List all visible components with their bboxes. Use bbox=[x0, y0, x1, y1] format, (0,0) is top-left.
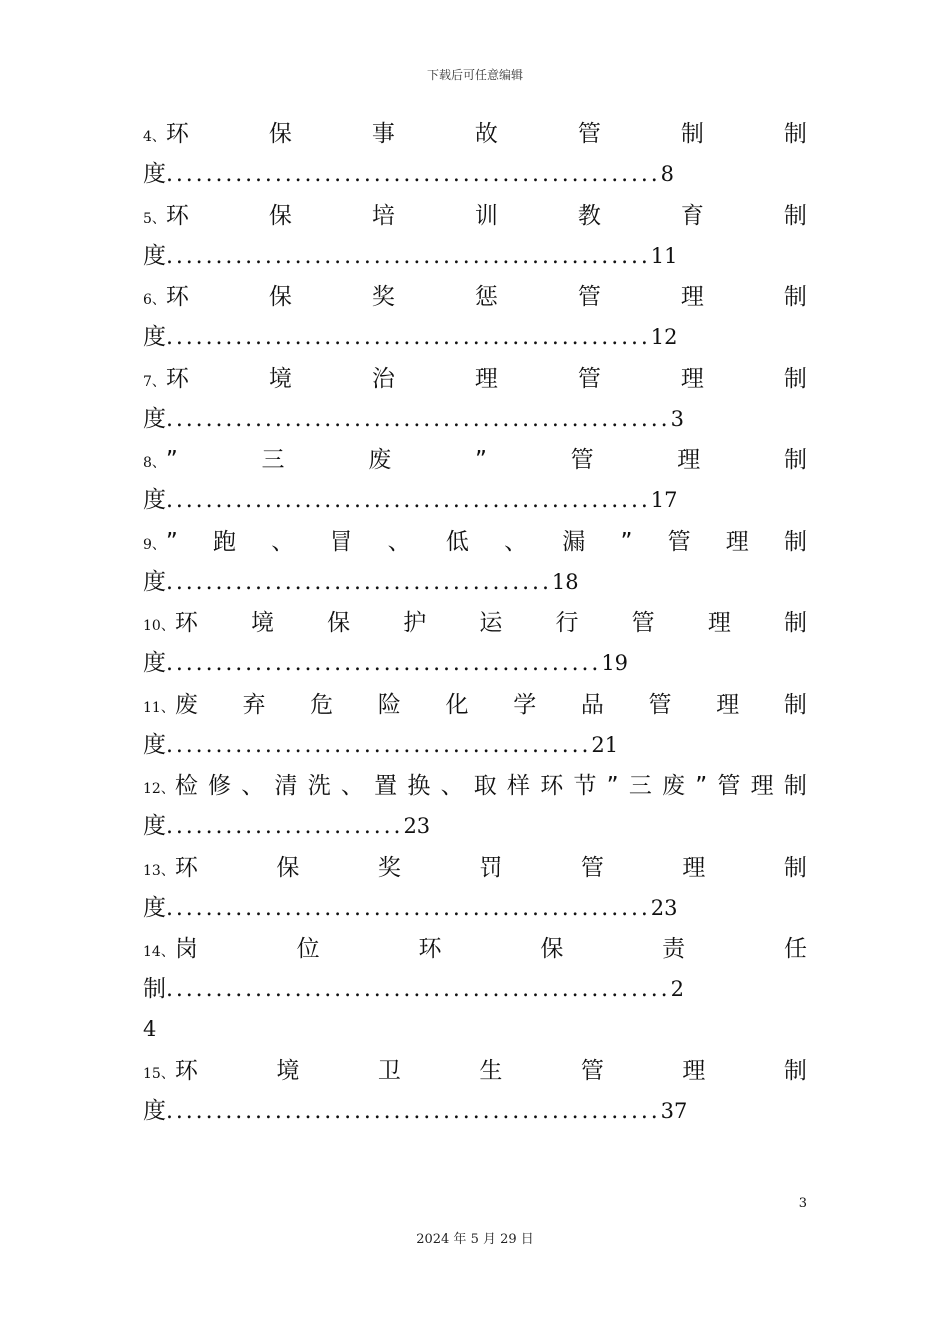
toc-entry-number: 5、 bbox=[143, 210, 166, 227]
toc-leader-dots: ................................................. bbox=[166, 895, 651, 921]
toc-entry-number: 6、 bbox=[143, 292, 166, 308]
toc-entry-leader-line bbox=[143, 236, 807, 276]
toc-entry-char: 三 bbox=[628, 773, 652, 799]
toc-entry-char: 理 bbox=[707, 610, 731, 636]
toc-entry-char: 节 bbox=[573, 773, 597, 799]
toc-entry-char: 治 bbox=[371, 365, 395, 392]
toc-entry-char: 境 bbox=[276, 1058, 300, 1084]
toc-entry-last-char: 制 bbox=[143, 976, 166, 1002]
toc-entry-title bbox=[143, 196, 807, 236]
toc-entry-char: 管 bbox=[631, 610, 655, 636]
toc-leader-dots: ................................................... bbox=[166, 406, 671, 432]
toc-entry-char: 奖 bbox=[377, 854, 401, 881]
toc-entry-char: 故 bbox=[474, 121, 498, 147]
toc-entry-number: 10、 bbox=[143, 618, 175, 634]
toc-entry-char: 低 bbox=[445, 528, 469, 555]
toc-entry[interactable] bbox=[143, 196, 807, 278]
toc-entry-char: 理 bbox=[677, 447, 701, 473]
toc-entry-last-char: 度 bbox=[143, 324, 166, 350]
toc-entry-char: 管 bbox=[580, 1058, 604, 1084]
toc-entry-title bbox=[143, 277, 807, 317]
toc-leader-dots: ........................ bbox=[166, 814, 404, 839]
toc-entry-char: 废 bbox=[368, 447, 392, 473]
toc-entry-char: 制 bbox=[783, 610, 807, 636]
toc-entry-char: 训 bbox=[474, 202, 498, 229]
toc-entry-char: 理 bbox=[682, 854, 706, 881]
toc-entry[interactable] bbox=[143, 766, 807, 848]
toc-page-number: 18 bbox=[551, 569, 579, 594]
toc-entry-title bbox=[143, 685, 807, 725]
toc-entry-leader-line bbox=[143, 399, 807, 439]
toc-entry-lead bbox=[143, 685, 198, 728]
toc-entry-char: ” bbox=[165, 447, 178, 473]
toc-entry-char: 管 bbox=[577, 121, 601, 147]
toc-entry-char: 管 bbox=[570, 447, 594, 473]
toc-entry-char: 培 bbox=[371, 202, 395, 229]
toc-page-number: 11 bbox=[650, 243, 678, 268]
toc-entry-number: 4、 bbox=[143, 129, 166, 145]
toc-entry-char: 、 bbox=[271, 528, 295, 555]
toc-entry-char: 环 bbox=[174, 854, 198, 881]
toc-entry[interactable] bbox=[143, 685, 807, 767]
toc-entry-leader-line bbox=[143, 562, 807, 602]
toc-entry-char: ” bbox=[695, 773, 708, 799]
toc-entry-char: 理 bbox=[682, 1058, 706, 1084]
page-header: 下载后可任意编辑 bbox=[426, 68, 523, 82]
footer-date: 2024 年 5 月 29 日 bbox=[416, 1232, 534, 1247]
toc-entry-char: 制 bbox=[783, 365, 807, 392]
toc-entry-char: 学 bbox=[513, 691, 537, 718]
toc-entry-title bbox=[143, 359, 807, 399]
toc-entry-lead bbox=[143, 603, 198, 646]
toc-entry-char: 危 bbox=[310, 691, 334, 718]
toc-leader-dots: .................................................. bbox=[166, 162, 661, 187]
toc-page-number: 17 bbox=[650, 488, 678, 512]
toc-entry-char: 制 bbox=[783, 202, 807, 229]
toc-entry-char: 境 bbox=[250, 610, 274, 636]
toc-entry-char: 境 bbox=[268, 365, 292, 392]
toc-entry-last-char: 度 bbox=[143, 813, 166, 839]
toc-entry-title bbox=[143, 440, 807, 480]
toc-entry-char: 理 bbox=[474, 365, 498, 392]
toc-entry-char: 事 bbox=[371, 121, 395, 147]
toc-entry-leader-line bbox=[143, 154, 807, 194]
toc-entry-char: 理 bbox=[680, 284, 704, 310]
toc-entry-number: 7、 bbox=[143, 373, 166, 390]
toc-entry-number: 8、 bbox=[143, 455, 166, 471]
toc-entry[interactable] bbox=[143, 522, 807, 604]
toc-entry-char: 样 bbox=[507, 773, 531, 799]
toc-entry[interactable] bbox=[143, 1051, 807, 1133]
toc-entry-lead bbox=[143, 359, 189, 402]
toc-entry-char: 管 bbox=[667, 528, 691, 555]
toc-entry-leader-line bbox=[143, 317, 807, 357]
toc-entry-char: 废 bbox=[662, 773, 686, 799]
toc-leader-dots: ................................................. bbox=[166, 243, 651, 269]
toc-entry-char: 环 bbox=[165, 365, 189, 392]
toc-entry-char: 三 bbox=[261, 447, 285, 473]
toc-entry-lead bbox=[143, 196, 189, 239]
toc-entry-char: 奖 bbox=[371, 284, 395, 310]
toc-entry-title bbox=[143, 1051, 807, 1091]
toc-leader-dots: ........................................... bbox=[166, 732, 592, 758]
toc-entry-char: 惩 bbox=[474, 284, 498, 310]
toc-entry-char: 、 bbox=[241, 773, 265, 799]
toc-entry-char: 制 bbox=[783, 1058, 807, 1084]
toc-entry-last-char: 度 bbox=[143, 568, 166, 595]
toc-entry-char: 弃 bbox=[242, 691, 266, 718]
toc-entry[interactable] bbox=[143, 114, 807, 196]
toc-entry-title bbox=[143, 848, 807, 888]
toc-entry-lead bbox=[143, 114, 189, 157]
toc-entry-title bbox=[143, 603, 807, 643]
toc-entry-char: 环 bbox=[174, 1058, 198, 1084]
toc-entry-char: 理 bbox=[680, 365, 704, 392]
toc-entry-char: 环 bbox=[418, 936, 442, 962]
toc-entry-char: 制 bbox=[783, 447, 807, 473]
toc-entry-lead bbox=[143, 440, 178, 483]
toc-page-number: 3 bbox=[670, 406, 684, 431]
toc-entry-char: 理 bbox=[750, 773, 774, 799]
toc-entry-char: 保 bbox=[276, 854, 300, 881]
toc-entry-char: ” bbox=[606, 773, 619, 799]
toc-entry-leader-line bbox=[143, 725, 807, 765]
toc-entry-last-char: 度 bbox=[143, 1098, 166, 1124]
toc-entry-char: 责 bbox=[662, 936, 686, 962]
toc-entry-char: 、 bbox=[387, 528, 411, 555]
toc-entry-char: 换 bbox=[407, 773, 431, 799]
toc-entry-number: 12、 bbox=[143, 781, 175, 797]
toc-entry-char: 险 bbox=[377, 691, 401, 718]
toc-entry-char: 、 bbox=[504, 528, 528, 555]
toc-entry-char: 生 bbox=[479, 1058, 503, 1084]
toc-entry-lead bbox=[143, 848, 198, 891]
toc-entry-number: 14、 bbox=[143, 944, 175, 960]
toc-page-number-overflow: 4 bbox=[143, 1017, 157, 1041]
toc-page-number: 21 bbox=[591, 732, 619, 757]
toc-entry-char: 护 bbox=[403, 610, 427, 636]
toc-entry-leader-line bbox=[143, 806, 807, 846]
toc-entry-char: 制 bbox=[783, 691, 807, 718]
toc-entry-char: 罚 bbox=[479, 854, 503, 881]
toc-entry-char: 保 bbox=[540, 936, 564, 962]
toc-entry-char: 理 bbox=[716, 691, 740, 718]
toc-entry-char: 置 bbox=[374, 773, 398, 799]
toc-entry-char: 保 bbox=[268, 284, 292, 310]
toc-entry[interactable] bbox=[143, 603, 807, 685]
toc-entry-last-char: 度 bbox=[143, 894, 166, 921]
toc-entry-char: 制 bbox=[783, 121, 807, 147]
toc-entry-char: 任 bbox=[783, 936, 807, 962]
table-of-contents bbox=[143, 114, 807, 1133]
toc-entry-char: 制 bbox=[783, 773, 807, 799]
toc-entry-leader-line bbox=[143, 1091, 807, 1131]
toc-entry[interactable] bbox=[143, 848, 807, 930]
toc-entry-last-char: 度 bbox=[143, 731, 166, 758]
toc-entry-char: 位 bbox=[296, 936, 320, 962]
toc-entry-lead bbox=[143, 277, 189, 320]
toc-entry-char: 环 bbox=[165, 121, 189, 147]
toc-entry-char: 教 bbox=[577, 202, 601, 229]
toc-leader-dots: ....................................... bbox=[166, 569, 552, 595]
toc-entry-title bbox=[143, 522, 807, 562]
toc-entry-char: 行 bbox=[555, 610, 579, 636]
toc-entry-char: 检 bbox=[174, 773, 198, 799]
toc-entry-lead bbox=[143, 929, 198, 972]
toc-entry-char: 洗 bbox=[307, 773, 331, 799]
toc-entry-char: 品 bbox=[580, 691, 604, 718]
toc-entry-title bbox=[143, 114, 807, 154]
toc-page-number: 23 bbox=[403, 814, 431, 838]
toc-entry-char: 化 bbox=[445, 691, 469, 718]
toc-entry-char: 冒 bbox=[329, 528, 353, 555]
toc-entry-lead bbox=[143, 766, 198, 809]
toc-entry-title bbox=[143, 929, 807, 969]
toc-leader-dots: ............................................ bbox=[166, 651, 602, 676]
toc-leader-dots: .................................................. bbox=[166, 1099, 661, 1124]
toc-entry-last-char: 度 bbox=[143, 650, 166, 676]
toc-entry-leader-line bbox=[143, 643, 807, 683]
toc-page-number: 19 bbox=[601, 651, 629, 675]
toc-entry-char: ” bbox=[620, 528, 633, 555]
toc-entry-char: 废 bbox=[174, 691, 198, 718]
toc-leader-dots: ................................................. bbox=[166, 325, 651, 350]
toc-entry-leader-line bbox=[143, 480, 807, 520]
page-number: 3 bbox=[798, 1196, 807, 1211]
toc-entry-char: 岗 bbox=[174, 936, 198, 962]
toc-entry-last-char: 度 bbox=[143, 405, 166, 432]
toc-entry-char: 制 bbox=[680, 121, 704, 147]
toc-entry-char: 、 bbox=[340, 773, 364, 799]
toc-entry-char: 保 bbox=[327, 610, 351, 636]
toc-page-number: 2 bbox=[670, 977, 684, 1001]
toc-entry-title bbox=[143, 766, 807, 806]
toc-entry-lead bbox=[143, 1051, 198, 1094]
toc-entry-char: 修 bbox=[208, 773, 232, 799]
toc-entry[interactable] bbox=[143, 359, 807, 441]
toc-entry-number: 13、 bbox=[143, 862, 175, 879]
toc-entry-char: 制 bbox=[784, 528, 807, 555]
toc-entry-char: 管 bbox=[577, 284, 601, 310]
toc-page-number: 23 bbox=[650, 895, 678, 920]
toc-entry-char: 管 bbox=[648, 691, 672, 718]
toc-entry-char: ” bbox=[474, 447, 487, 473]
toc-entry-number: 15、 bbox=[143, 1066, 175, 1082]
toc-entry[interactable] bbox=[143, 440, 807, 522]
toc-entry-char: ” bbox=[165, 528, 178, 555]
toc-entry-char: 管 bbox=[577, 365, 601, 392]
toc-page-number: 37 bbox=[660, 1099, 688, 1123]
toc-page-number: 8 bbox=[660, 162, 675, 186]
toc-entry-last-char: 度 bbox=[143, 487, 166, 513]
toc-entry-char: 环 bbox=[165, 202, 189, 229]
toc-entry-char: 理 bbox=[725, 528, 749, 555]
toc-entry-char: 制 bbox=[783, 854, 807, 881]
toc-entry-char: 环 bbox=[165, 284, 189, 310]
toc-entry-char: 育 bbox=[680, 202, 704, 229]
toc-entry[interactable] bbox=[143, 277, 807, 359]
toc-entry-char: 环 bbox=[540, 773, 564, 799]
toc-entry-leader-line bbox=[143, 969, 807, 1009]
toc-entry-char: 管 bbox=[717, 773, 741, 799]
toc-entry-number: 11、 bbox=[143, 699, 175, 716]
toc-page-number: 12 bbox=[650, 325, 678, 349]
toc-entry-leader-line bbox=[143, 888, 807, 928]
toc-leader-dots: ................................................... bbox=[166, 977, 671, 1002]
toc-entry[interactable] bbox=[143, 929, 807, 1051]
toc-leader-dots: ................................................. bbox=[166, 488, 651, 513]
toc-entry-last-char: 度 bbox=[143, 242, 166, 269]
toc-entry-char: 运 bbox=[479, 610, 503, 636]
toc-entry-char: 取 bbox=[473, 773, 497, 799]
toc-entry-char: 漏 bbox=[562, 528, 586, 555]
toc-entry-char: 清 bbox=[274, 773, 298, 799]
toc-entry-char: 环 bbox=[174, 610, 198, 636]
toc-entry-last-char: 度 bbox=[143, 161, 166, 187]
toc-entry-char: 、 bbox=[440, 773, 464, 799]
toc-entry-char: 制 bbox=[783, 284, 807, 310]
toc-entry-lead bbox=[143, 522, 178, 565]
toc-entry-char: 卫 bbox=[377, 1058, 401, 1084]
toc-entry-number: 9、 bbox=[143, 536, 166, 553]
toc-entry-char: 保 bbox=[268, 202, 292, 229]
toc-entry-char: 跑 bbox=[213, 528, 237, 555]
toc-entry-char: 管 bbox=[580, 854, 604, 881]
toc-entry-char: 保 bbox=[268, 121, 292, 147]
